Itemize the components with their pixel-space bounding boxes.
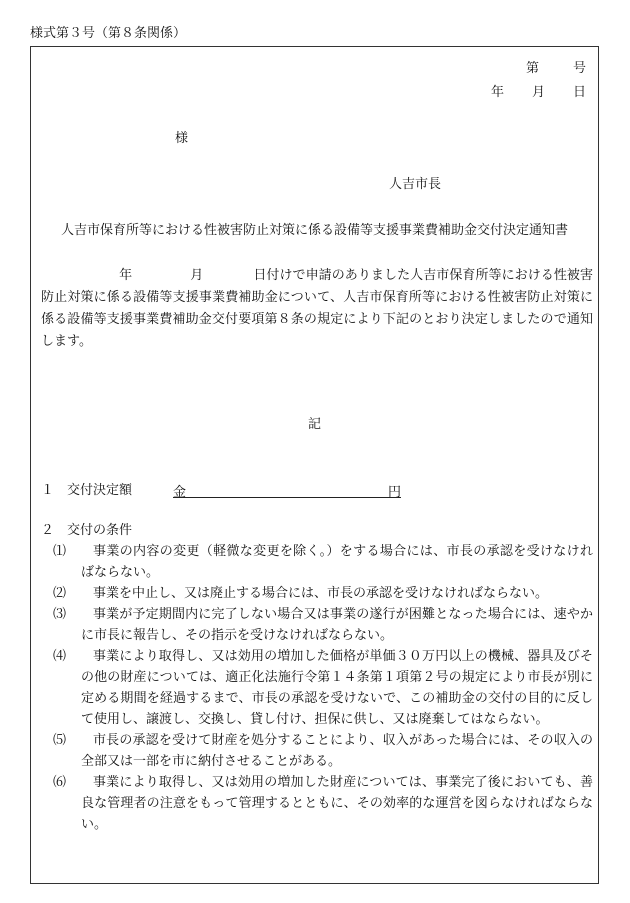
- amount-prefix: 金: [173, 485, 187, 500]
- conditions-number: ２: [41, 523, 55, 538]
- doc-number-dai: 第: [525, 61, 539, 76]
- date-year: 年: [490, 85, 504, 100]
- item-mark: ⑸: [53, 733, 67, 748]
- list-item: [41, 730, 593, 772]
- item-text: 市長の承認を受けて財産を処分することにより、収入があった場合には、その収入の全部又は一部を市に納付させることがある。: [81, 733, 593, 769]
- date-month: 月: [531, 85, 545, 100]
- item-text: 事業により取得し、又は効用の増加した財産については、事業完了後においても、善良な管理者の注意をもって管理するとともに、その効率的な運営を図らなければならない。: [81, 775, 593, 832]
- issue-date: [491, 81, 586, 100]
- notice-body: [41, 265, 593, 353]
- addressee: 様: [175, 131, 189, 146]
- item-mark: ⑴: [53, 544, 67, 559]
- body-month: 月: [190, 268, 204, 283]
- list-item: [41, 604, 593, 646]
- doc-number-go: 号: [572, 61, 586, 76]
- issuer: 人吉市長: [389, 177, 442, 192]
- conditions-heading-text: 交付の条件: [67, 523, 133, 538]
- document-number: [526, 57, 586, 76]
- item-text: 事業の内容の変更（軽微な変更を除く。）をする場合には、市長の承認を受けなければならない。: [81, 544, 593, 580]
- form-number: 様式第３号（第８条関係）: [30, 26, 187, 41]
- item-mark: ⑵: [53, 586, 67, 601]
- amount-label: 交付決定額: [67, 483, 133, 498]
- body-text: 日付けで申請のありました人吉市保育所等における性被害防止対策に係る設備等支援事業費補助金について、人吉市保育所等における性被害防止対策に係る設備等支援事業費補助金交付要項第８条の規定により下記のとおり決定しましたので通知します。: [41, 268, 593, 349]
- amount-number: １: [41, 483, 55, 498]
- document-frame: [30, 46, 599, 884]
- item-text: 事業を中止し、又は廃止する場合には、市長の承認を受けなければならない。: [93, 586, 549, 601]
- ki-heading: 記: [307, 417, 321, 432]
- list-item: [41, 646, 593, 730]
- item-mark: ⑶: [53, 607, 67, 622]
- body-year: 年: [119, 268, 133, 283]
- document-title: 人吉市保育所等における性被害防止対策に係る設備等支援事業費補助金交付決定通知書: [60, 223, 568, 238]
- item-mark: ⑷: [53, 649, 67, 664]
- list-item: [41, 541, 593, 583]
- conditions-list: [41, 541, 593, 835]
- item-text: 事業が予定期間内に完了しない場合又は事業の遂行が困難となった場合には、速やかに市長に報告し、その指示を受けなければならない。: [81, 607, 593, 643]
- item-text: 事業により取得し、又は効用の増加した価格が単価３０万円以上の機械、器具及びその他の財産については、適正化法施行令第１４条第１項第２号の規定により市長が別に定める期間を経過するまで、市長の承認を受けないで、この補助金の交付の目的に反して使用し、譲渡し、交換し、貸し付け、担保に供し、又は廃棄してはならない。: [81, 649, 593, 727]
- list-item: [41, 772, 593, 835]
- amount-row: [41, 479, 401, 498]
- conditions-heading: [41, 519, 132, 538]
- amount-suffix: 円: [387, 485, 401, 500]
- amount-field[interactable]: [173, 481, 401, 498]
- item-mark: ⑹: [53, 775, 67, 790]
- date-day: 日: [572, 85, 586, 100]
- list-item: [41, 583, 593, 604]
